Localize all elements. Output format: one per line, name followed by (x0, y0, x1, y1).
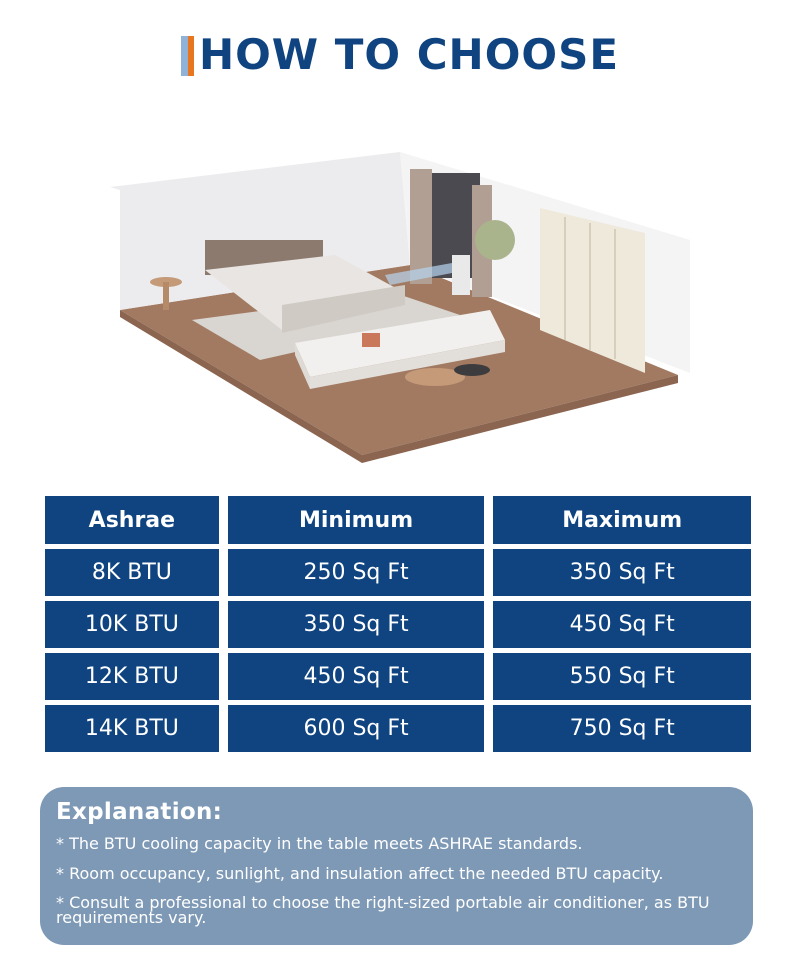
curtain-left (410, 169, 432, 284)
maximum-cell: 550 Sq Ft (493, 653, 751, 700)
explanation-title: Explanation: (56, 799, 223, 825)
title-accent-mark (181, 32, 197, 78)
table-row (45, 705, 751, 752)
explanation-line: * The BTU cooling capacity in the table meets ASHRAE standards. (56, 834, 583, 853)
minimum-cell: 600 Sq Ft (228, 705, 485, 752)
explanation-line: * Consult a professional to choose the right-sized portable air conditioner, as BTU requirements vary. (56, 893, 710, 927)
minimum-cell: 350 Sq Ft (228, 601, 485, 648)
air-conditioner (452, 255, 470, 295)
maximum-cell: 750 Sq Ft (493, 705, 751, 752)
maximum-cell: 350 Sq Ft (493, 549, 751, 596)
table-header-row (45, 496, 751, 544)
capacity-table (45, 496, 751, 757)
page-title-wrap (0, 32, 800, 78)
title-mark-blue (181, 36, 188, 76)
header-minimum: Minimum (228, 496, 485, 544)
explanation-line: * Room occupancy, sunlight, and insulation affect the needed BTU capacity. (56, 864, 664, 883)
page-title: HOW TO CHOOSE (198, 30, 620, 79)
cushion (362, 333, 380, 347)
btu-cell: 8K BTU (45, 549, 219, 596)
minimum-cell: 450 Sq Ft (228, 653, 485, 700)
header-ashrae: Ashrae (45, 496, 219, 544)
btu-cell: 10K BTU (45, 601, 219, 648)
table-row (45, 653, 751, 700)
table-row (45, 601, 751, 648)
header-maximum: Maximum (493, 496, 751, 544)
bedroom-illustration (100, 145, 700, 465)
title-mark-orange (188, 36, 194, 76)
table-row (45, 549, 751, 596)
maximum-cell: 450 Sq Ft (493, 601, 751, 648)
minimum-cell: 250 Sq Ft (228, 549, 485, 596)
explanation-box (40, 787, 753, 945)
btu-cell: 14K BTU (45, 705, 219, 752)
plant (475, 220, 515, 260)
btu-cell: 12K BTU (45, 653, 219, 700)
